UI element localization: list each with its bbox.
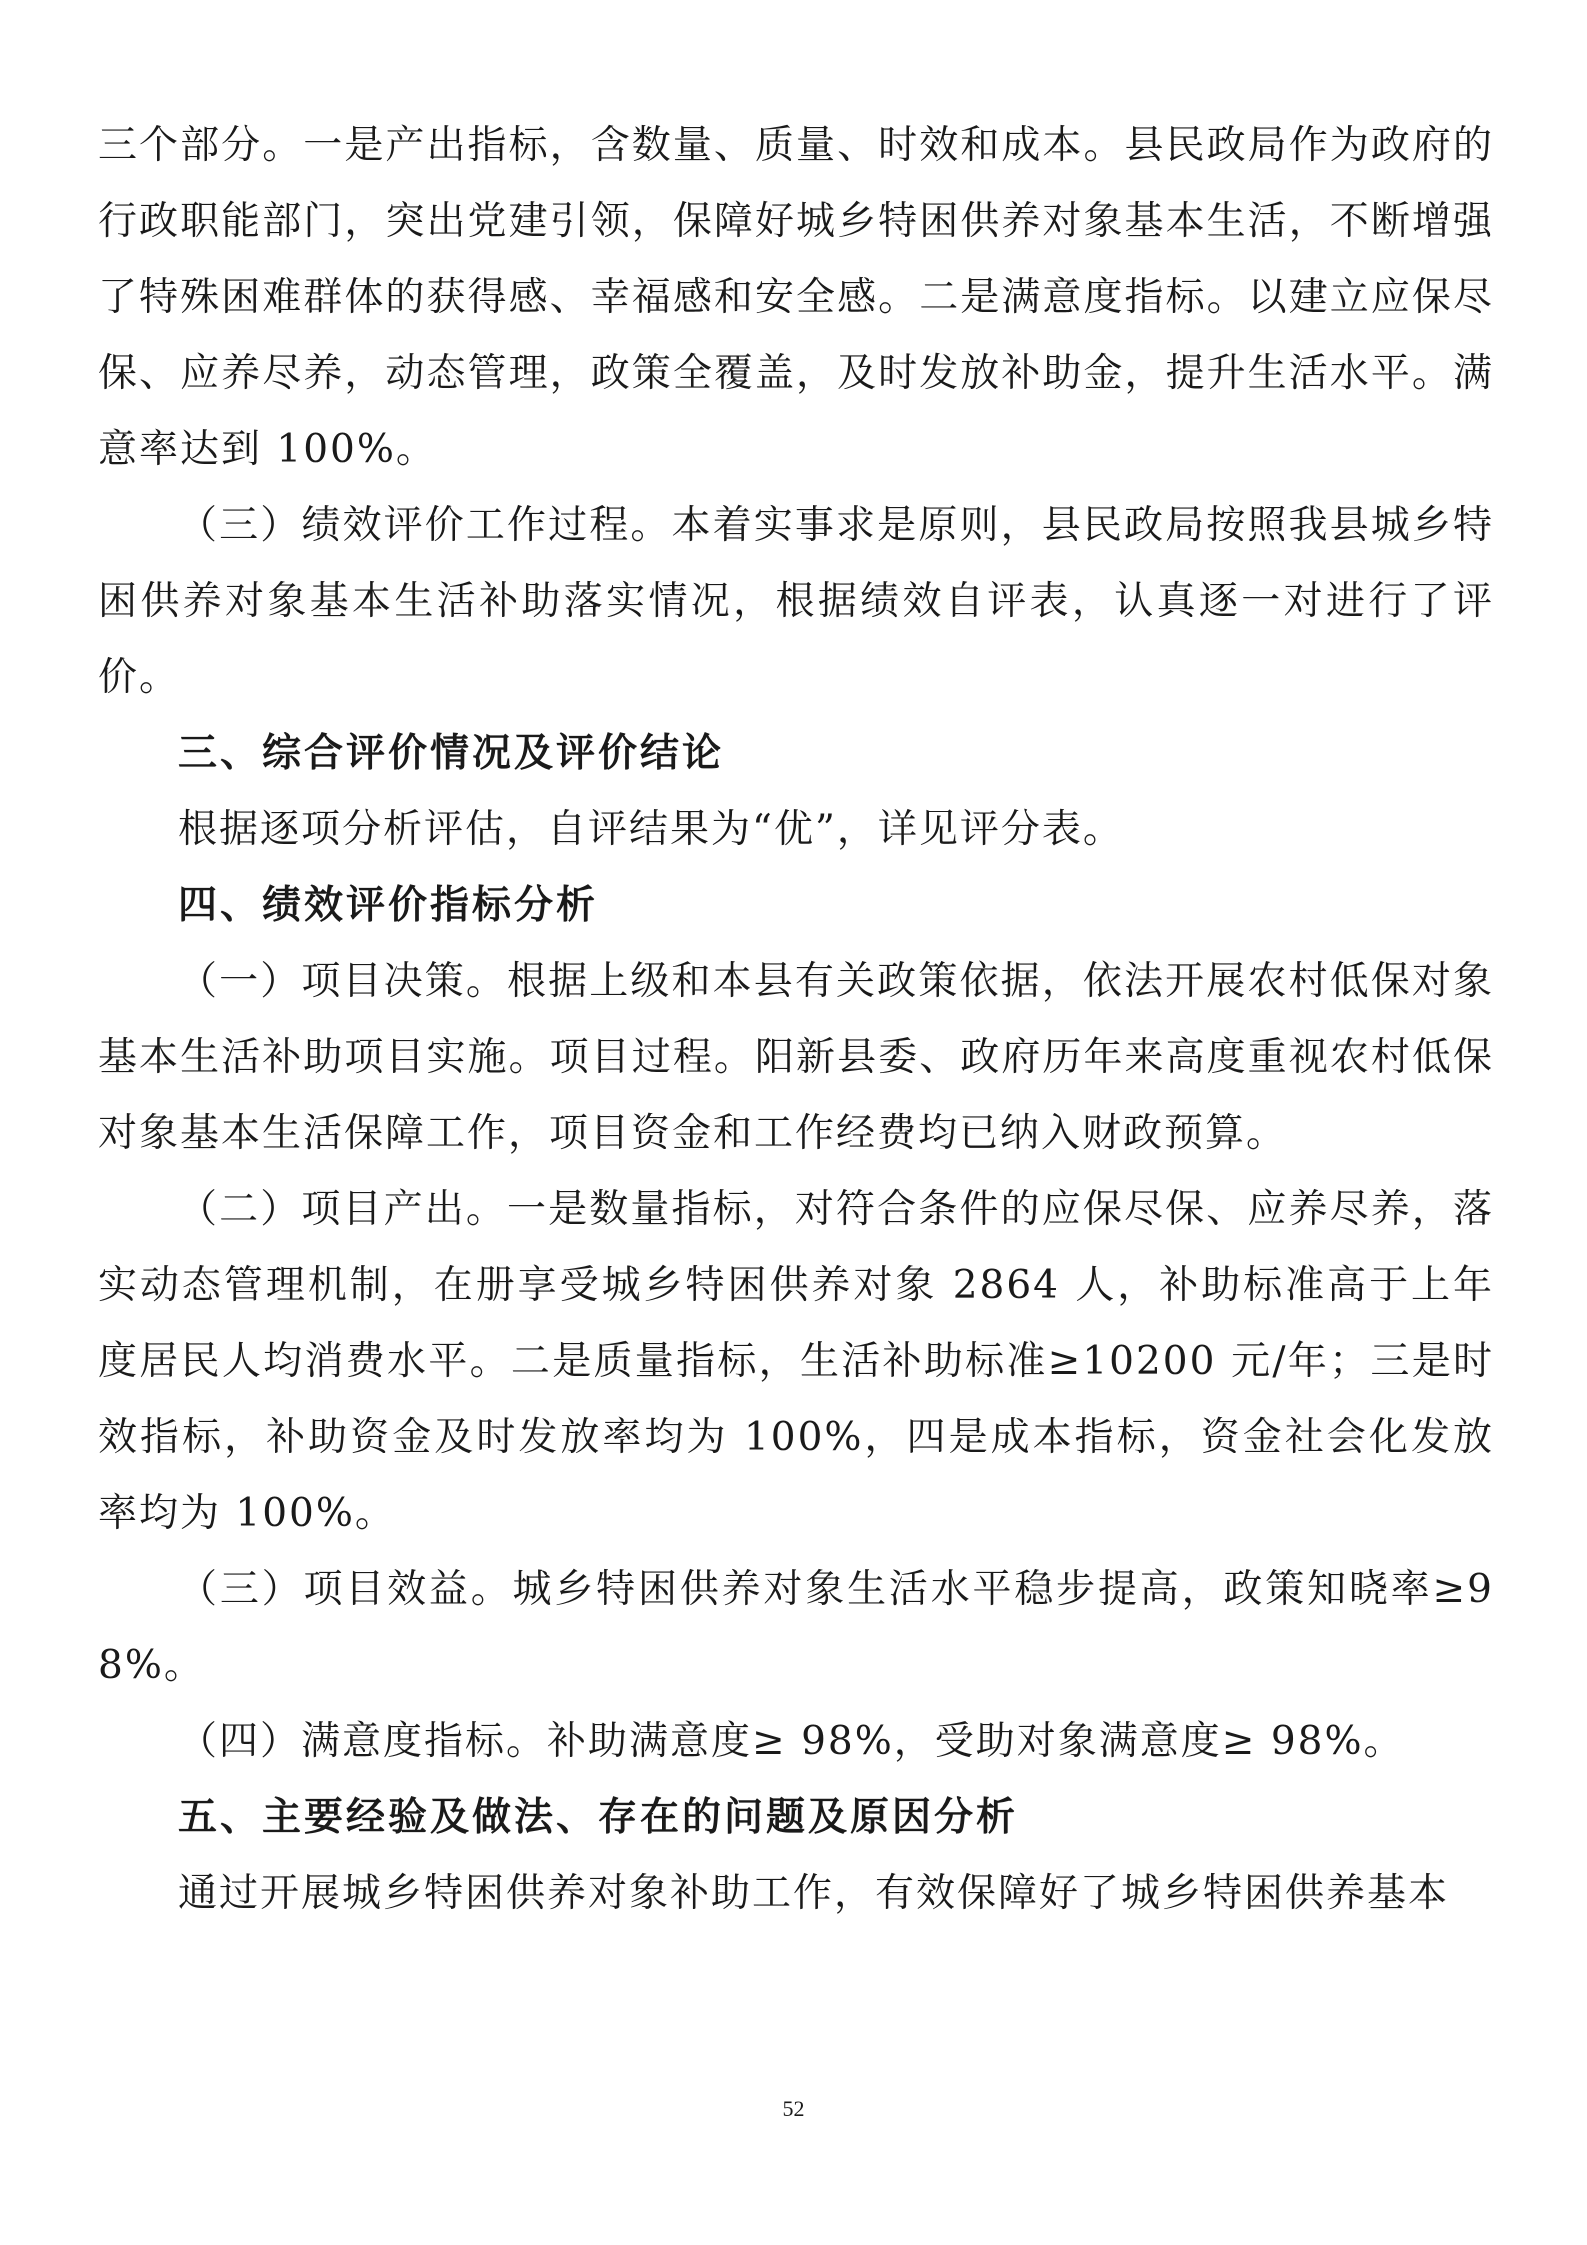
section-heading-4: 四、绩效评价指标分析 [178, 883, 599, 928]
paragraph-continuation: 三个部分。一是产出指标，含数量、质量、时效和成本。县民政局作为政府的行政职能部门，突出党建引领，保障好城乡特困供养对象基本生活，不断增强了特殊困难群体的获得感、幸福感和安全感。二是满意度指标。以建立应保尽保、应养尽养，动态管理，政策全覆盖，及时发放补助金，提升生活水平。满意率达到 100%。 [98, 123, 1494, 472]
paragraph-evaluation-conclusion: 根据逐项分析评估，自评结果为“优”，详见评分表。 [178, 807, 1124, 852]
page-number: 52 [782, 2096, 805, 2121]
paragraph-evaluation-process: （三）绩效评价工作过程。本着实事求是原则，县民政局按照我县城乡特困供养对象基本生活补助落实情况，根据绩效自评表，认真逐一对进行了评价。 [98, 503, 1494, 700]
paragraph-project-benefit: （三）项目效益。城乡特困供养对象生活水平稳步提高，政策知晓率≥98%。 [98, 1567, 1494, 1688]
document-body [98, 108, 1494, 1932]
paragraph-satisfaction: （四）满意度指标。补助满意度≥ 98%，受助对象满意度≥ 98%。 [178, 1719, 1405, 1764]
paragraph-project-decision: （一）项目决策。根据上级和本县有关政策依据，依法开展农村低保对象基本生活补助项目实施。项目过程。阳新县委、政府历年来高度重视农村低保对象基本生活保障工作，项目资金和工作经费均已纳入财政预算。 [98, 959, 1494, 1156]
paragraph-experience: 通过开展城乡特困供养对象补助工作，有效保障好了城乡特困供养基本 [178, 1871, 1450, 1916]
section-heading-5: 五、主要经验及做法、存在的问题及原因分析 [178, 1795, 1019, 1840]
paragraph-project-output: （二）项目产出。一是数量指标，对符合条件的应保尽保、应养尽养，落实动态管理机制，在册享受城乡特困供养对象 2864 人，补助标准高于上年度居民人均消费水平。二是质量指标，生活补助标准≥10200 元/年；三是时效指标，补助资金及时发放率均为 100%，四是成本指标，资金社会化发放率均为 100%。 [98, 1187, 1494, 1536]
section-heading-3: 三、综合评价情况及评价结论 [178, 731, 725, 776]
